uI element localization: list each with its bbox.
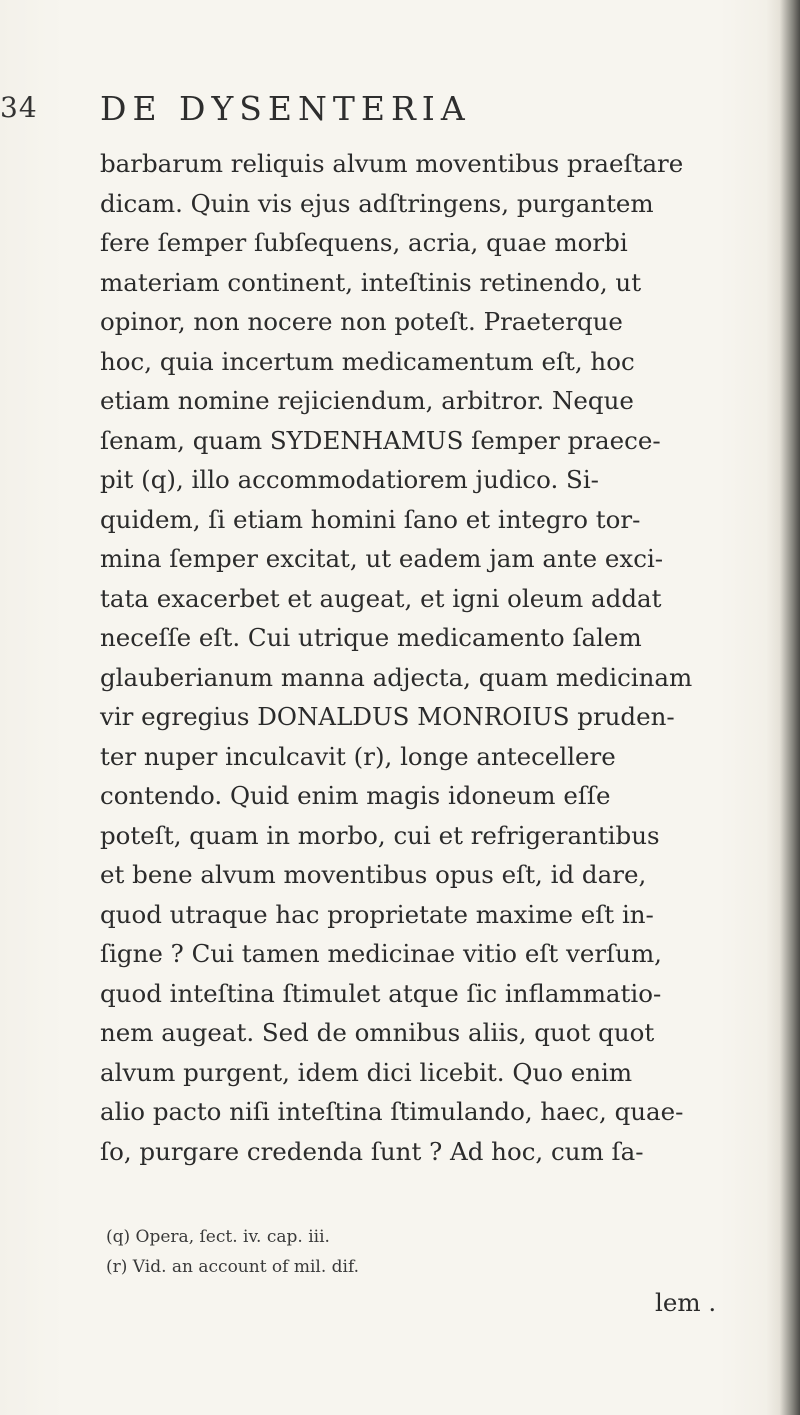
text-line: fere ſemper ſubſequens, acria, quae morbi [100,228,628,257]
text-line: glauberianum manna adjecta, quam medicinam [100,662,693,692]
text-line: pit (q), illo accommodatiorem judico. Si- [100,465,599,494]
text-line: opinor, non nocere non poteſt. Praeterque [100,307,623,336]
text-line: hoc, quia incertum medicamentum eſt, hoc [100,346,635,376]
text-line: tata exacerbet et augeat, et igni oleum addat [100,583,662,613]
footnote-r: (r) Vid. an account of mil. dif. [106,1257,360,1277]
text-line: barbarum reliquis alvum moventibus praeſtare [100,149,684,178]
catchword: lem . [655,1288,717,1317]
text-line: dicam. Quin vis ejus adſtringens, purgantem [100,188,654,218]
text-line: quod utraque hac proprietate maxime eſt in- [100,899,654,929]
text-line: et bene alvum moventibus opus eſt, id dare, [100,860,647,889]
text-line: ſenam, quam SYDENHAMUS ſemper praece- [100,425,661,455]
text-line: ſigne ? Cui tamen medicinae vitio eſt verſum, [100,939,662,968]
text-line: poteſt, quam in morbo, cui et refrigerantibus [100,820,660,850]
running-head: DE DYSENTERIA [100,89,471,128]
text-line: neceſſe eſt. Cui utrique medicamento ſalem [100,623,642,652]
text-line: ter nuper inculcavit (r), longe antecellere [100,741,616,771]
text-line: alvum purgent, idem dici licebit. Quo enim [100,1057,633,1087]
text-line: nem augeat. Sed de omnibus aliis, quot quot [100,1018,655,1047]
page-number: 34 [0,91,38,124]
text-line: alio pacto niſi inteſtina ſtimulando, haec, quae- [100,1097,684,1126]
text-line: contendo. Quid enim magis idoneum eſſe [100,781,611,810]
footnotes [106,1222,766,1282]
text-line: materiam continent, inteſtinis retinendo, ut [100,267,642,297]
text-line: mina ſemper excitat, ut eadem jam ante exci- [100,544,664,573]
text-line: quod inteſtina ſtimulet atque ſic inflammatio- [100,978,662,1008]
text-line: vir egregius DONALDUS MONROIUS pruden- [100,702,675,731]
body-text [100,144,780,1171]
footnote-q: (q) Opera, ſect. iv. cap. iii. [106,1227,330,1247]
text-line: etiam nomine rejiciendum, arbitror. Neque [100,386,634,415]
text-line: ſo, purgare credenda ſunt ? Ad hoc, cum ſa- [100,1136,644,1166]
text-line: quidem, ſi etiam homini ſano et integro tor- [100,504,641,534]
